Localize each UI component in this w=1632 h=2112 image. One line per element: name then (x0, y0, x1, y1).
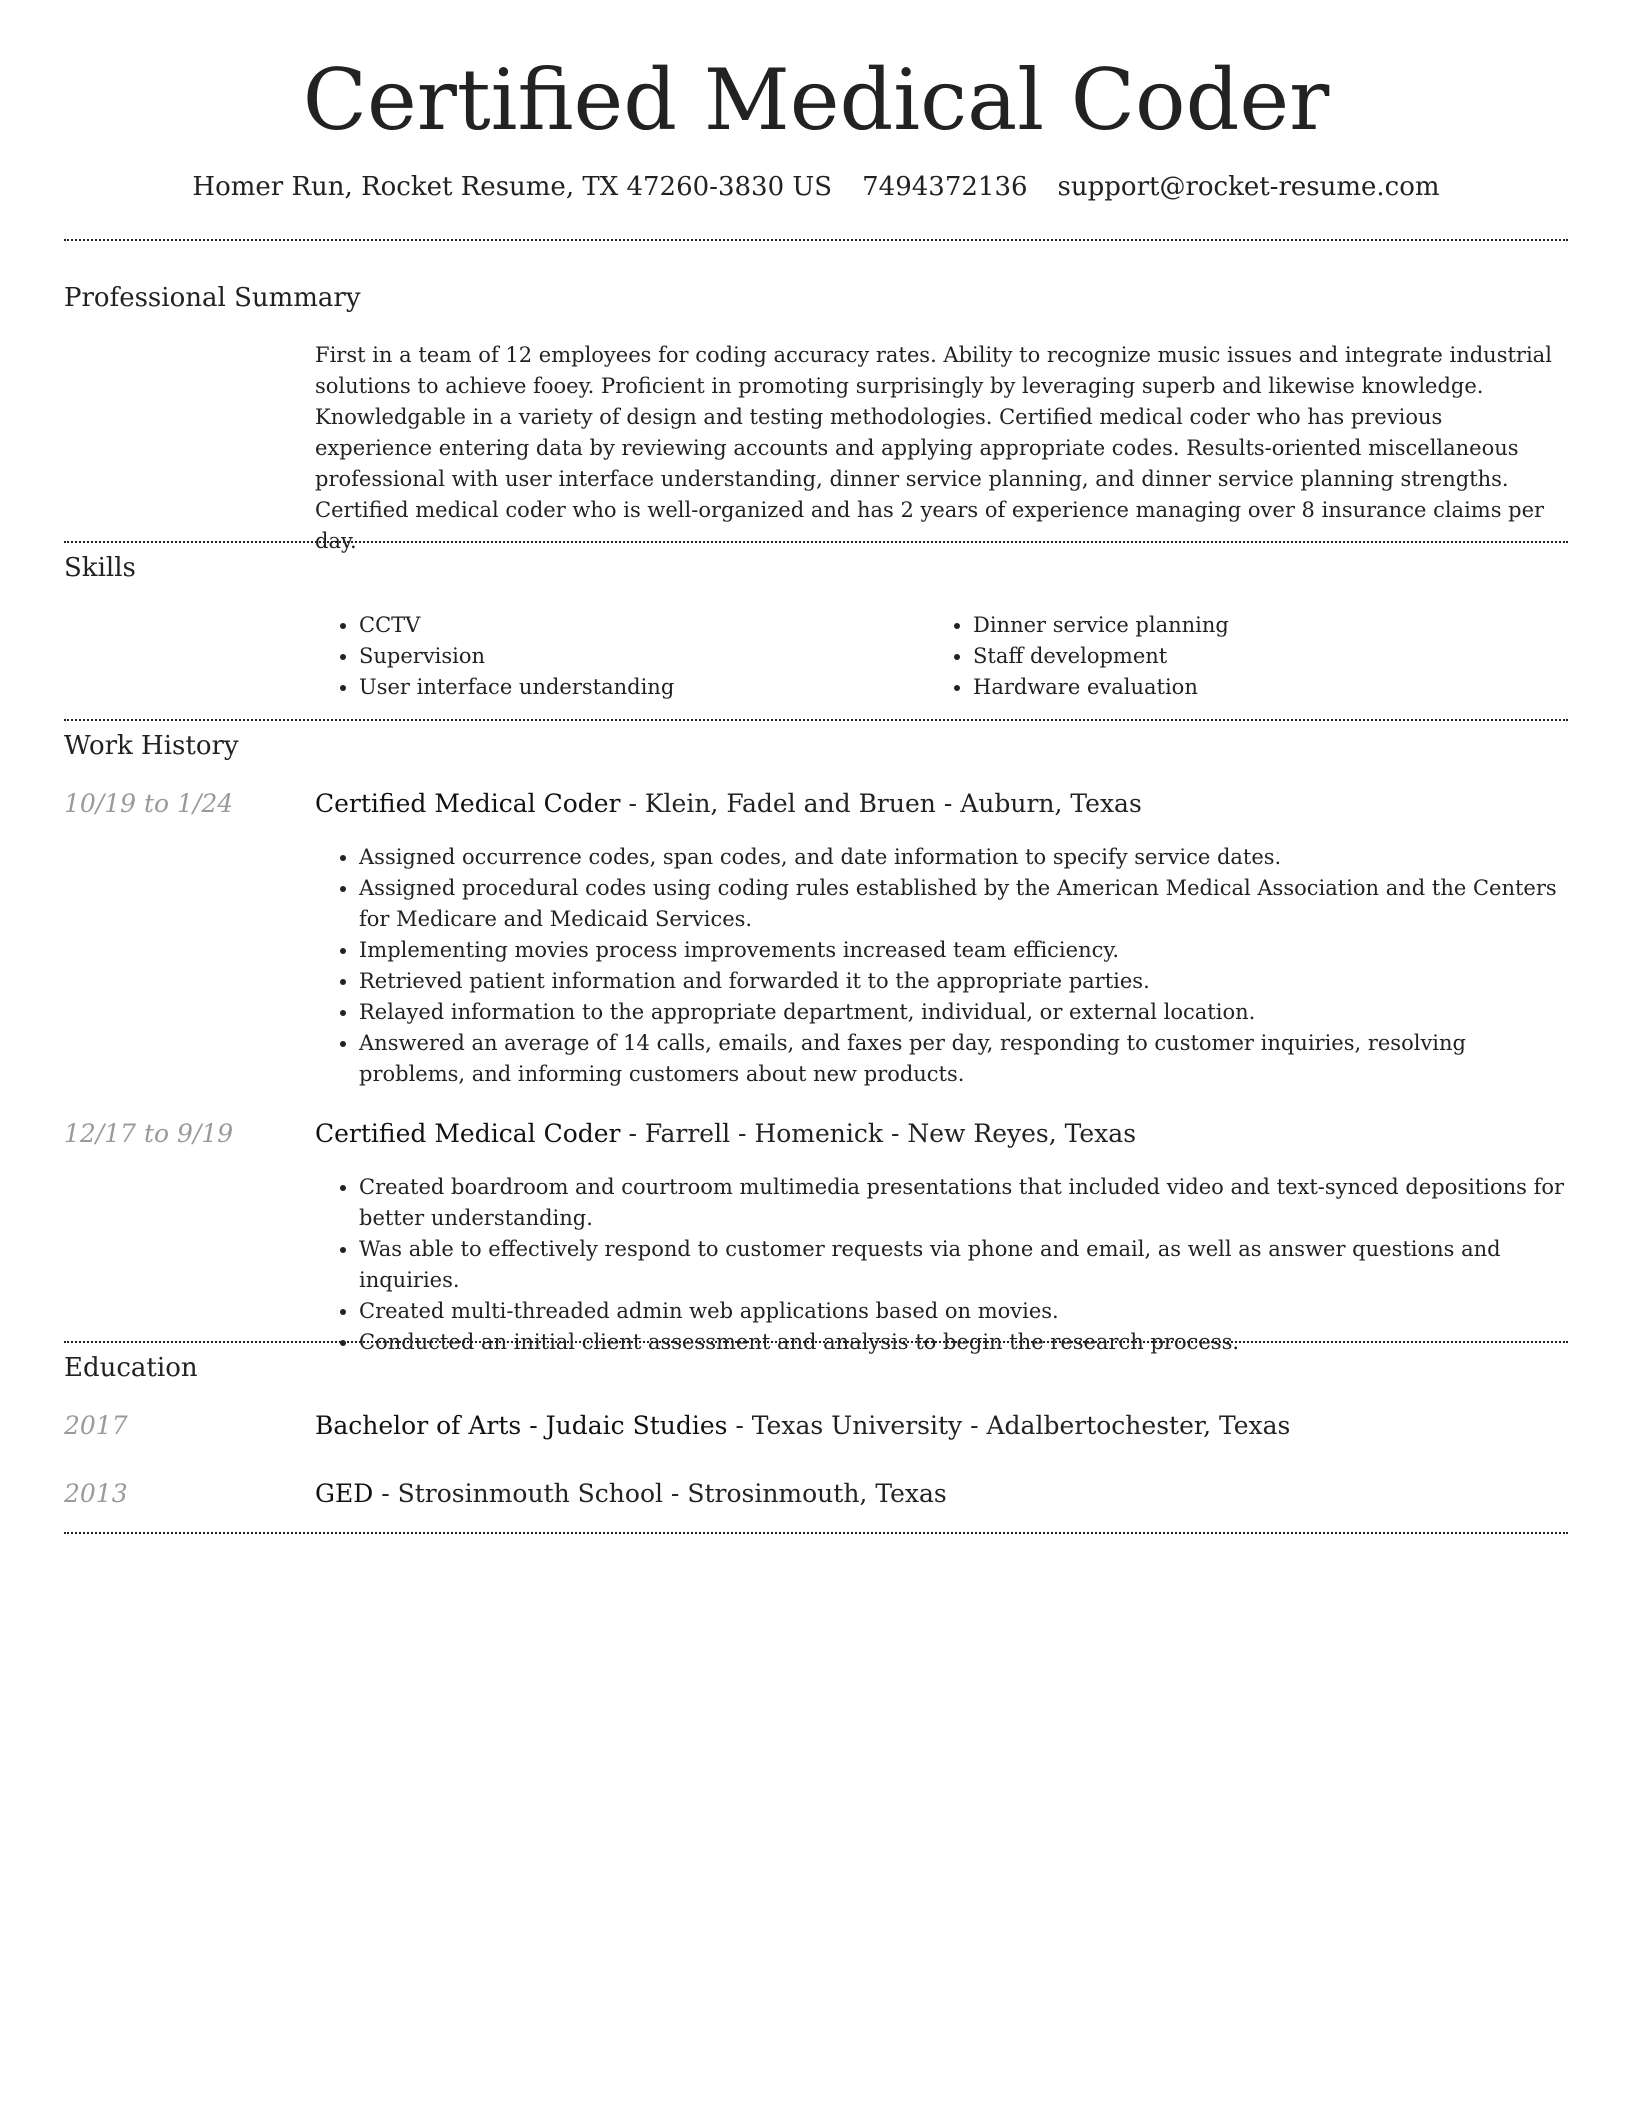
job-employer-location: - Farrell - Homenick - New Reyes, Texas (620, 1119, 1137, 1148)
job-dates: 12/17 to 9/19 (64, 1119, 234, 1148)
job-bullet: • Created boardroom and courtroom multimedia presentations that included video and text-synced depositions for better understanding. (359, 1172, 1565, 1234)
job-bullet: • Answered an average of 14 calls, emails, and faxes per day, responding to customer inquiries, resolving problems, and informing customers about new products. (359, 1028, 1565, 1090)
job-title (315, 787, 1142, 821)
section-divider (64, 1341, 1568, 1343)
skill-item: • Staff development (973, 641, 1529, 672)
education-school-location: - Strosinmouth School - Strosinmouth, Texas (373, 1479, 947, 1508)
section-divider (64, 719, 1568, 721)
summary-text: First in a team of 12 employees for coding accuracy rates. Ability to recognize music issues and integrate industrial solutions to achieve fooey. Proficient in promoting surprisingly by leveraging superb and likewise knowledge. Knowledgable in a variety of design and testing methodologies. Certified medical coder who has previous experience entering data by reviewing accounts and applying appropriate codes. Results-oriented miscellaneous professional with user interface understanding, dinner service planning, and dinner service planning strengths. Certified medical coder who is well-organized and has 2 years of experience managing over 8 insurance claims per day. (315, 343, 1552, 553)
job-dates: 10/19 to 1/24 (64, 789, 234, 818)
job-bullet: • Relayed information to the appropriate department, individual, or external location. (359, 997, 1565, 1028)
education-school-location: - Texas University - Adalbertochester, Texas (727, 1411, 1291, 1440)
job-bullets (315, 1172, 1565, 1358)
job-bullet: • Retrieved patient information and forwarded it to the appropriate parties. (359, 966, 1565, 997)
education-year: 2013 (64, 1479, 128, 1508)
skill-item: • User interface understanding (359, 672, 915, 703)
contact-email: support@rocket-resume.com (1057, 172, 1440, 202)
skills-column-right (929, 610, 1529, 703)
job-bullet: • Assigned occurrence codes, span codes, and date information to specify service dates. (359, 842, 1565, 873)
education-degree: Bachelor of Arts - Judaic Studies (315, 1411, 728, 1440)
job-employer-location: - Klein, Fadel and Bruen - Auburn, Texas (620, 789, 1142, 818)
education-entry (315, 1409, 1290, 1443)
contact-phone: 7494372136 (862, 172, 1028, 202)
education-degree: GED (315, 1479, 374, 1508)
section-divider (64, 239, 1568, 241)
education-entry (315, 1477, 947, 1511)
skill-item: • Hardware evaluation (973, 672, 1529, 703)
contact-line (0, 169, 1632, 205)
job-bullet: • Assigned procedural codes using coding rules established by the American Medical Association and the Centers for Medicare and Medicaid Services. (359, 873, 1565, 935)
job-bullets (315, 842, 1565, 1090)
job-bullet: • Created multi-threaded admin web applications based on movies. (359, 1296, 1565, 1327)
resume-name: Certified Medical Coder (302, 51, 1330, 149)
job-role: Certified Medical Coder (315, 1119, 621, 1148)
section-title-education: Education (64, 1353, 198, 1383)
section-divider (64, 1532, 1568, 1534)
education-year: 2017 (64, 1411, 128, 1440)
section-title-work: Work History (64, 731, 239, 761)
skill-item: • Dinner service planning (973, 610, 1529, 641)
skills-column-left (315, 610, 915, 703)
section-title-summary: Professional Summary (64, 283, 361, 313)
section-title-skills: Skills (64, 553, 136, 583)
job-role: Certified Medical Coder (315, 789, 621, 818)
job-title (315, 1117, 1136, 1151)
contact-address: Homer Run, Rocket Resume, TX 47260-3830 US (192, 172, 833, 202)
section-divider (64, 541, 1568, 543)
job-bullet: • Conducted an initial client assessment and analysis to begin the research process. (359, 1327, 1565, 1358)
skill-item: • CCTV (359, 610, 915, 641)
job-bullet: • Implementing movies process improvements increased team efficiency. (359, 935, 1565, 966)
skill-item: • Supervision (359, 641, 915, 672)
job-bullet: • Was able to effectively respond to customer requests via phone and email, as well as answer questions and inquiries. (359, 1234, 1565, 1296)
